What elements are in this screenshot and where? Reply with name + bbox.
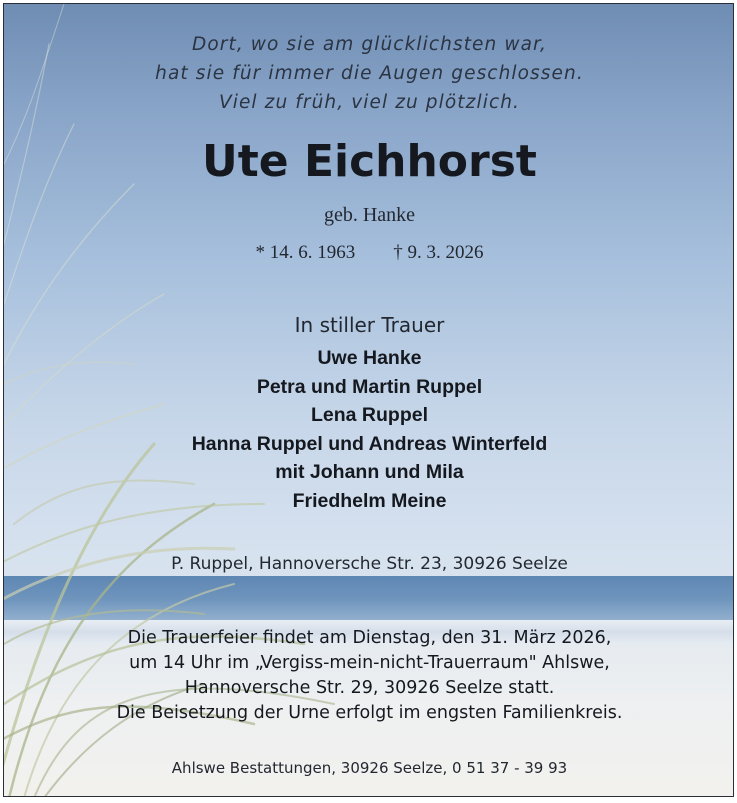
contact-address: P. Ruppel, Hannoversche Str. 23, 30926 Seelze [171,554,568,574]
motto-line: hat sie für immer die Augen geschlossen. [155,63,584,84]
birth-date: * 14. 6. 1963 [255,242,356,263]
motto [4,30,734,117]
mourner-name: Uwe Hanke [317,347,422,369]
obituary-card [3,3,734,797]
mourner-name: mit Johann und Mila [275,461,464,484]
funeral-home: Ahlswe Bestattungen, 30926 Seelze, 0 51 37 - 39 93 [171,759,568,777]
death-date: † 9. 3. 2026 [393,242,484,263]
motto-line: Dort, wo sie am glücklichsten war, [192,34,547,55]
ceremony-line: Die Beisetzung der Urne erfolgt im engsten Familienkreis. [116,703,623,723]
motto-line: Viel zu früh, viel zu plötzlich. [218,92,521,113]
ceremony-line: Hannoversche Str. 29, 30926 Seelze statt. [184,678,555,698]
ceremony-line: Die Trauerfeier findet am Dienstag, den 31. März 2026, [127,628,612,648]
mourners-list [4,344,734,516]
life-dates [4,240,734,266]
deceased-name: Ute Eichhorst [202,136,537,187]
mourner-name: Friedhelm Meine [292,489,447,512]
ceremony-line: um 14 Uhr im „Vergiss-mein-nicht-Trauerraum" Ahlswe, [129,653,610,673]
mourning-intro: In stiller Trauer [294,313,445,337]
ceremony-info [4,626,734,726]
mourner-name: Lena Ruppel [310,404,428,427]
mourner-name: Hanna Ruppel und Andreas Winterfeld [191,432,548,455]
mourner-name: Petra und Martin Ruppel [256,375,483,398]
birth-name: geb. Hanke [323,204,416,226]
